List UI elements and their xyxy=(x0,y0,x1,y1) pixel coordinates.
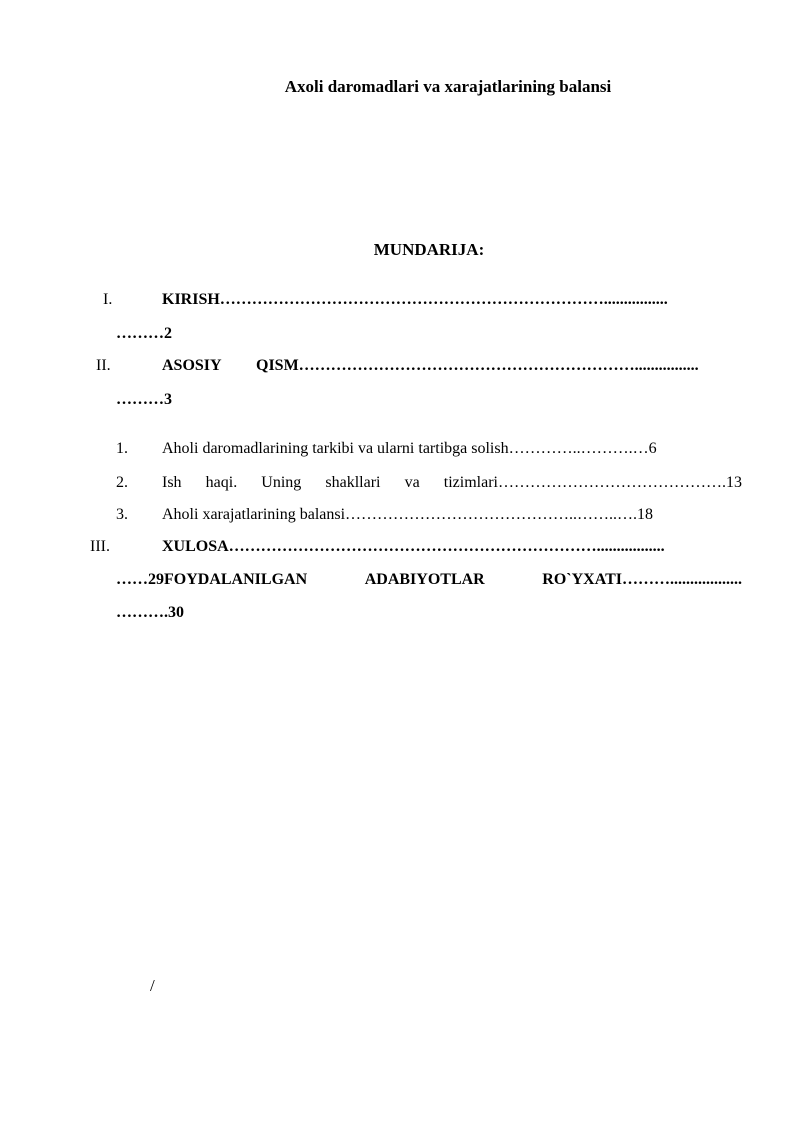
toc-item-xulosa: XULOSA……………………………………………………………................. xyxy=(162,538,665,555)
toc-word: RO`YXATI……….................. xyxy=(542,571,742,588)
document-title: Axoli daromadlari va xarajatlarining balansi xyxy=(284,77,612,96)
toc-subitem-number: 2. xyxy=(116,474,128,491)
toc-subitem-text xyxy=(162,474,742,492)
toc-item-qism: QISM………………………………………………………................ xyxy=(256,357,699,374)
footer-mark: / xyxy=(150,976,155,995)
toc-item-asosiy-page: ………3 xyxy=(116,391,172,408)
toc-subitem-text: Aholi xarajatlarining balansi……………………………………..……..….18 xyxy=(162,506,654,523)
toc-item-adabiyotlar-page: ……….30 xyxy=(116,604,184,621)
toc-word: haqi. xyxy=(205,474,238,491)
toc-subitem-number: 3. xyxy=(116,506,128,523)
toc-subitem-number: 1. xyxy=(116,440,128,457)
toc-item-adabiyotlar xyxy=(116,571,742,589)
toc-numeral-iii: III. xyxy=(90,538,110,555)
toc-item-kirish-page: ………2 xyxy=(116,325,172,342)
toc-word: Ish xyxy=(162,474,182,491)
toc-word: va xyxy=(404,474,420,491)
toc-item-asosiy: ASOSIY xyxy=(162,357,222,374)
toc-word: ……29FOYDALANILGAN xyxy=(116,571,308,588)
toc-numeral-ii: II. xyxy=(96,357,111,374)
toc-word: ADABIYOTLAR xyxy=(364,571,485,588)
toc-word: Uning xyxy=(261,474,302,491)
toc-subitem-text: Aholi daromadlarining tarkibi va ularni tartibga solish…………..……….…6 xyxy=(162,440,657,457)
toc-heading: MUNDARIJA: xyxy=(373,240,485,259)
toc-numeral-i: I. xyxy=(103,291,113,308)
toc-item-kirish: KIRISH………………………………………………………………................ xyxy=(162,291,668,308)
toc-word: shakllari xyxy=(325,474,381,491)
toc-word: tizimlari…………………………………….13 xyxy=(443,474,742,491)
